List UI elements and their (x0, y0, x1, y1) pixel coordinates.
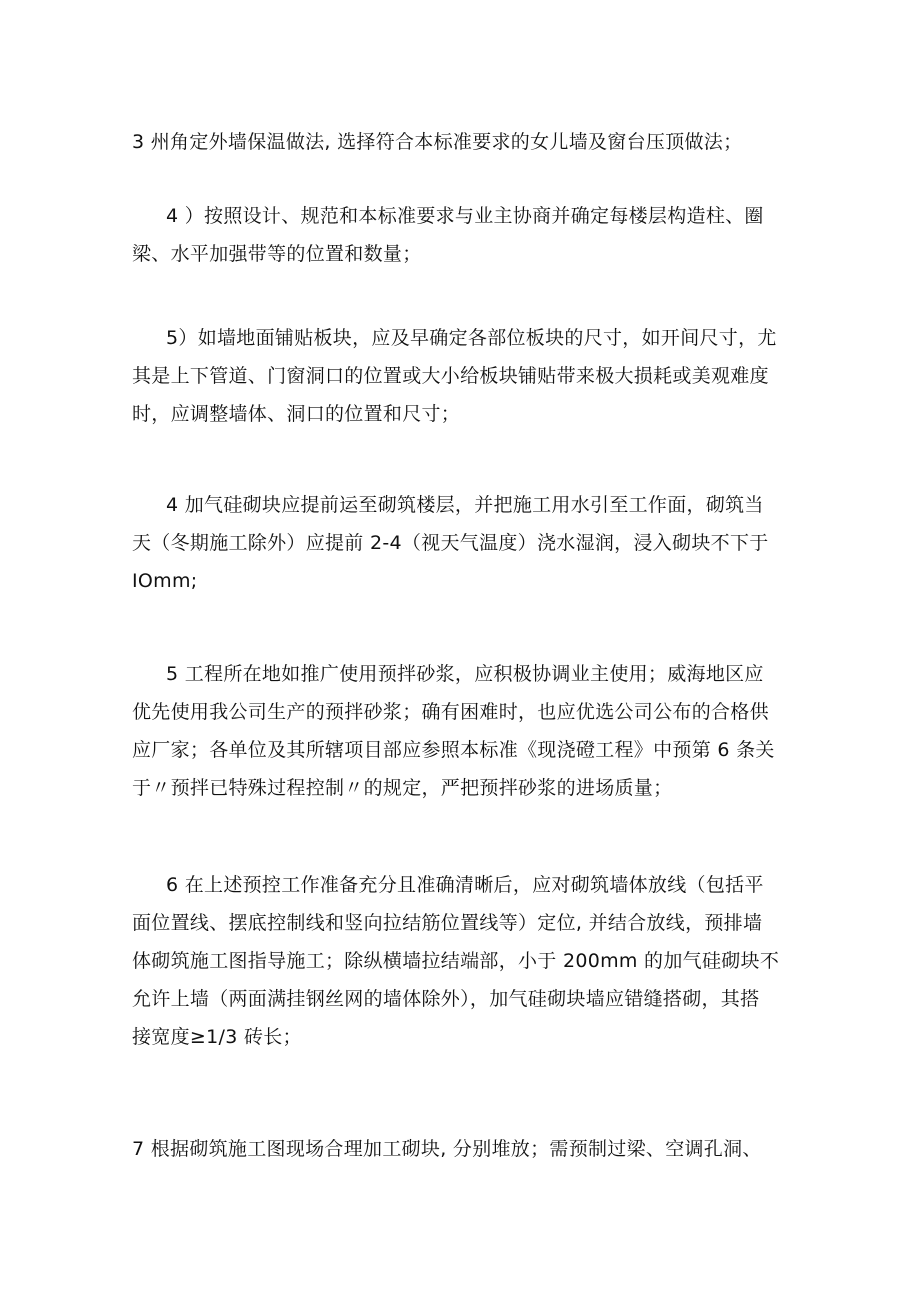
text-line: 时，应调整墙体、洞口的位置和尺寸； (132, 403, 461, 425)
paragraph-7 (132, 1130, 792, 1168)
text-line: 于〃预拌已特殊过程控制〃的规定，严把预拌砂浆的进场质量； (132, 777, 673, 799)
text-line: 其是上下管道、门窗洞口的位置或大小给板块铺贴带来极大损耗或美观难度 (132, 365, 769, 387)
text-line: IOmm; (132, 570, 198, 592)
text-line: 天（冬期施工除外）应提前 2-4（视天气温度）浇水湿润，浸入砌块不下于 (132, 532, 769, 554)
paragraph-6 (132, 866, 792, 1056)
text-line: 6 在上述预控工作准备充分且准确清晰后，应对砌筑墙体放线（包括平 (166, 874, 764, 896)
text-line: 5）如墙地面铺贴板块，应及早确定各部位板块的尺寸，如开间尺寸，尤 (166, 327, 777, 349)
paragraph-4 (132, 486, 792, 600)
paragraph-2 (132, 197, 792, 273)
text-line: 5 工程所在地如推广使用预拌砂浆，应积极协调业主使用；威海地区应 (166, 663, 764, 685)
text-line: 面位置线、摆底控制线和竖向拉结筋位置线等）定位, 并结合放线，预排墙 (132, 912, 763, 934)
text-line: 允许上墙（两面满挂钢丝网的墙体除外），加气硅砌块墙应错缝搭砌，其搭 (132, 988, 760, 1010)
paragraph-5 (132, 655, 792, 807)
text-line: 体砌筑施工图指导施工；除纵横墙拉结端部，小于 200mm 的加气硅砌块不 (132, 950, 780, 972)
text-line: 4 加气硅砌块应提前运至砌筑楼层，并把施工用水引至工作面，砌筑当 (166, 494, 764, 516)
text-line: 3 州角定外墙保温做法, 选择符合本标准要求的女儿墙及窗台压顶做法； (132, 131, 743, 153)
text-line: 接宽度≥1/3 砖长； (132, 1026, 302, 1048)
text-line: 应厂家；各单位及其所辖项目部应参照本标准《现浇磴工程》中预第 6 条关 (132, 739, 775, 761)
paragraph-3 (132, 319, 792, 433)
text-line: 7 根据砌筑施工图现场合理加工砌块, 分别堆放；需预制过梁、空调孔洞、 (132, 1138, 762, 1160)
paragraph-1 (132, 123, 792, 161)
text-line: 优先使用我公司生产的预拌砂浆；确有困难时，也应优选公司公布的合格供 (132, 701, 769, 723)
text-line: 4 ）按照设计、规范和本标准要求与业主协商并确定每楼层构造柱、圈 (166, 205, 764, 227)
text-line: 梁、水平加强带等的位置和数量； (132, 243, 422, 265)
